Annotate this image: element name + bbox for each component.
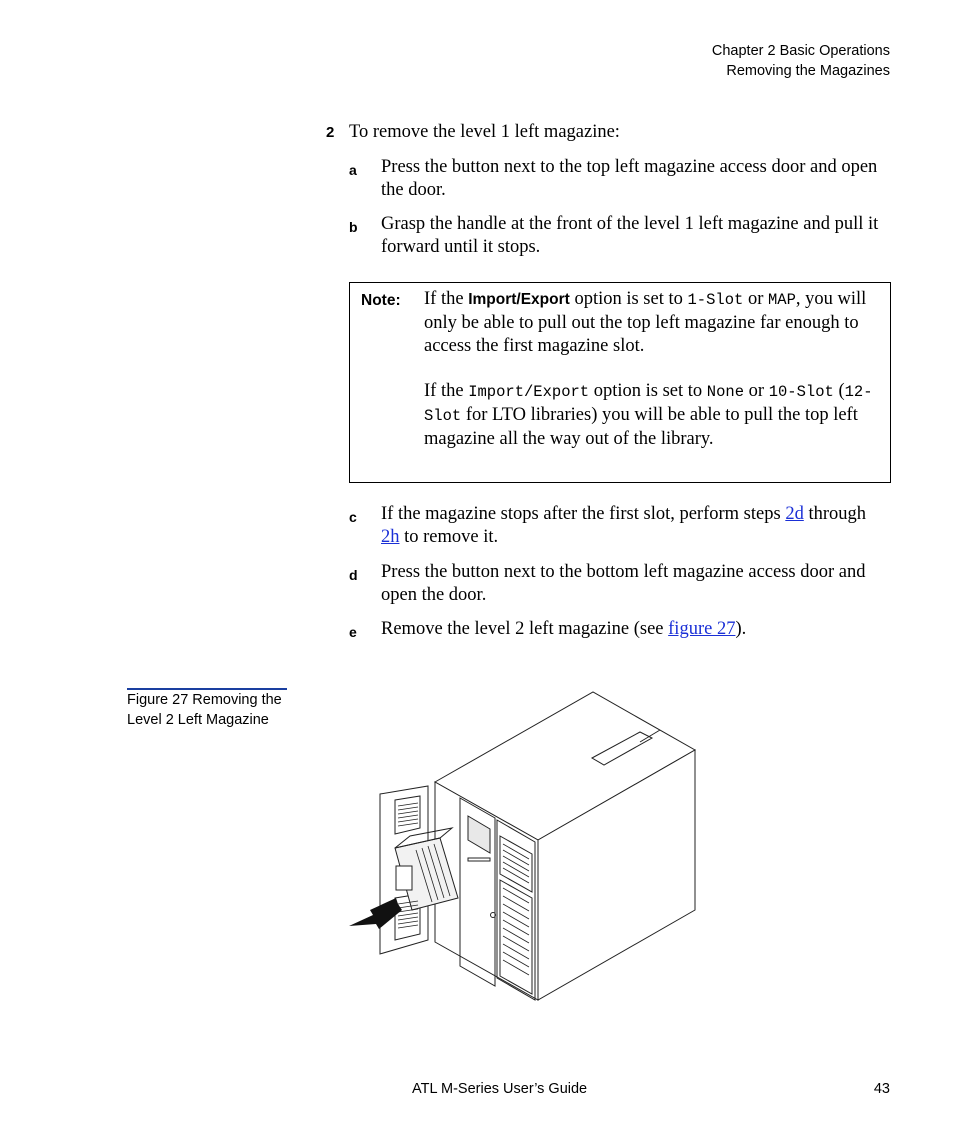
- substep-e: e Remove the level 2 left magazine (see figure 27).: [349, 618, 879, 641]
- header-chapter: Chapter 2 Basic Operations: [711, 43, 890, 59]
- substep-letter: c: [349, 509, 357, 525]
- note-paragraph-2: If the Import/Export option is set to None or 10-Slot (12-Slot for LTO libraries) you will be able to pull the top left magazine all the way out of the library.: [424, 381, 873, 449]
- running-header: [712, 41, 890, 81]
- link-step-2d[interactable]: 2d: [785, 504, 804, 524]
- substep-text: Grasp the handle at the front of the level 1 left magazine and pull it forward until it stops.: [381, 214, 879, 257]
- substep-a: [349, 156, 879, 202]
- step-text: To remove the level 1 left magazine:: [349, 122, 620, 142]
- link-figure-27[interactable]: figure 27: [668, 619, 736, 639]
- footer-title: ATL M-Series User’s Guide: [412, 1081, 588, 1097]
- substep-letter: b: [349, 219, 358, 235]
- substep-text: Press the button next to the bottom left magazine access door and open the door.: [381, 562, 866, 605]
- library-illustration: [340, 688, 710, 1018]
- pull-arrow-icon: [349, 898, 402, 929]
- substep-c: c If the magazine stops after the first slot, perform steps 2d through 2h to remove it.: [349, 504, 866, 547]
- link-step-2h[interactable]: 2h: [381, 527, 400, 547]
- figure-caption: Figure 27 Removing the Level 2 Left Magazine: [127, 692, 282, 728]
- page-number: 43: [873, 1081, 890, 1097]
- substep-b: [349, 213, 879, 259]
- substep-text: Press the button next to the top left magazine access door and open the door.: [381, 157, 878, 200]
- substep-d: [349, 561, 879, 607]
- substep-letter: d: [349, 567, 358, 583]
- step-number: 2: [326, 124, 335, 141]
- header-section: Removing the Magazines: [726, 63, 890, 79]
- substep-letter: e: [349, 624, 357, 640]
- note-box: [349, 282, 891, 483]
- note-label: Note:: [361, 292, 401, 309]
- note-paragraph-1: If the Import/Export option is set to 1-Slot or MAP, you will only be able to pull out the top left magazine far enough to access the first magazine slot.: [424, 289, 867, 356]
- substep-letter: a: [349, 162, 357, 178]
